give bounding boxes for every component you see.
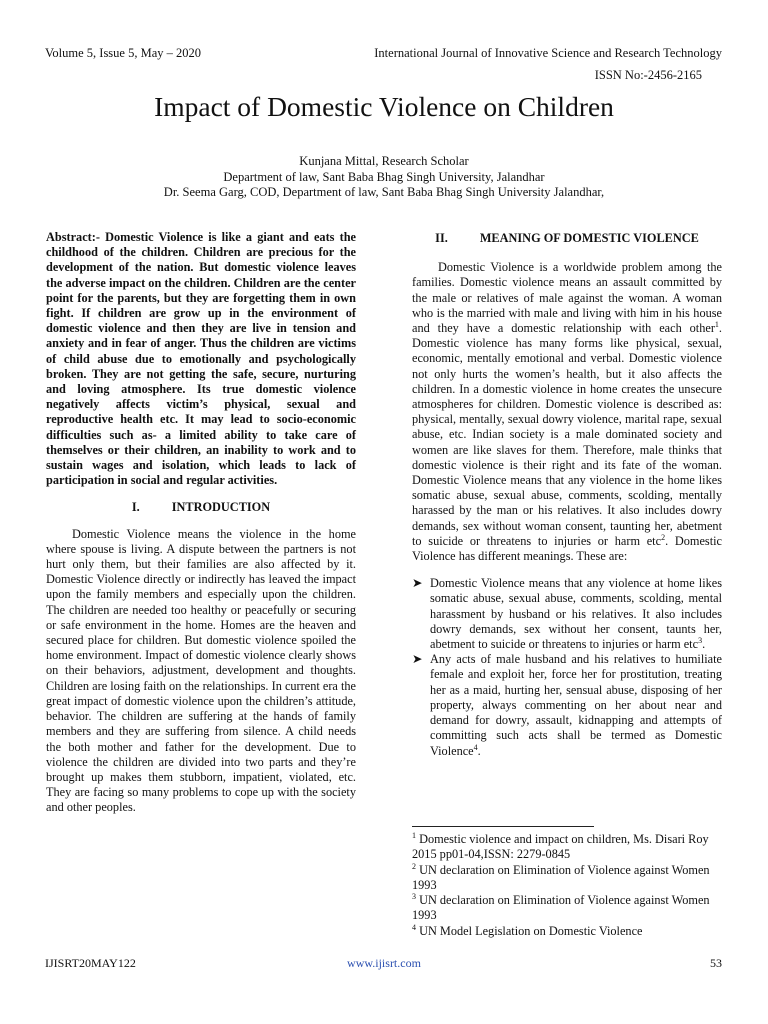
definition-list <box>412 576 722 758</box>
footnote-number: 2 <box>412 861 416 871</box>
footnote-text: UN declaration on Elimination of Violence against Women 1993 <box>412 862 710 892</box>
meaning-paragraph <box>412 260 722 564</box>
text-run: Domestic Violence is a worldwide problem among the families. Domestic violence means an assault committed by the male or relatives of male against the woman. A woman who is the married with male and living with him in his house and they have a domestic relationship with each other <box>412 260 722 336</box>
section-heading-introduction <box>46 500 356 515</box>
author-line-3: Dr. Seema Garg, COD, Department of law, Sant Baba Bhag Singh University Jalandhar, <box>163 185 605 199</box>
list-item-text: Any acts of male husband and his relatives to humiliate female and exploit her, force her for prostitution, treating her as a maid, hurting her, sensual abuse, disposing of her property, always commenting on her about near and demand for dowry, assault, kidnapping and attempts of committing such acts shall be termed as Domestic Violence <box>430 652 722 758</box>
footnote <box>412 893 724 924</box>
left-column <box>46 230 356 816</box>
section-title: MEANING OF DOMESTIC VIOLENCE <box>479 231 699 245</box>
paper-title: Impact of Domestic Violence on Children <box>154 91 614 122</box>
running-header-issn: ISSN No:-2456-2165 <box>594 68 702 82</box>
footer-paper-id: IJISRT20MAY122 <box>45 956 136 970</box>
author-line-2: Department of law, Sant Baba Bhag Singh University, Jalandhar <box>223 169 545 184</box>
footnote-divider <box>412 826 594 827</box>
text-run: . Domestic violence has many forms like physical, sexual, economic, mentally emotional and verbal. Domestic violence not only hurts the women’s health, but it also affects the children. In a domestic violence in home creates the unsecure atmospheres for children. Domestic violence is described as: physical, mentally, sexual dowry violence, marital rape, sexual abuse, etc. Indian society is a male dominated society and women are like slaves for them. Therefore, male thinks that domestic violence is their right and its fate of the woman. Domestic Violence means that any violence in the home likes somatic abuse, sexual abuse, comments, scolding, mentally harassed by the man or his relatives. It also includes dowry demands, sex without woman consent, taunting her, abetment to suicide or threatens to injuries or harm etc <box>412 321 722 548</box>
footnote-ref: 4 <box>473 742 478 752</box>
section-number: II. <box>435 231 448 245</box>
footnote-text: UN declaration on Elimination of Violence against Women 1993 <box>412 893 710 923</box>
list-item <box>412 652 722 758</box>
text-run: . Domestic Violence has different meanings. These are: <box>412 533 722 564</box>
running-header-volume: Volume 5, Issue 5, May – 2020 <box>45 46 202 60</box>
footnote-number: 3 <box>412 892 416 902</box>
arrow-bullet-icon: ➤ <box>412 652 423 667</box>
footnote <box>412 924 724 939</box>
footnotes <box>412 832 724 939</box>
footnote-ref: 2 <box>661 532 666 542</box>
abstract: Abstract:- Domestic Violence is like a giant and eats the childhood of the children. Children are precious for the development of the nation. But domestic violence leaves the adverse impact on the children. Children are the center point for the parents, but they are forgetting them in own fight. If children are grow up in the environment of domestic violence and then they are live in tension and anxiety and in fear of anger. Thus the children are victims of child abuse due to emotionally and psychologically broken. They are not getting the safe, secure, nurturing and loving atmosphere. Its true domestic violence negatively affects victim’s physical, sexual and reproductive health etc. It may lead to socio-economic difficulties such as- a limited ability to take care of themselves or their children, an inability to work and to sustain wages and isolation, which leads to lack of participation in social and regular activities. <box>46 230 356 488</box>
author-block <box>0 154 768 201</box>
footnote <box>412 863 724 894</box>
list-item-end: . <box>702 637 706 652</box>
footnote-number: 1 <box>412 830 416 840</box>
footnote-text: Domestic violence and impact on children, Ms. Disari Roy 2015 pp01-04,ISSN: 2279-0845 <box>412 832 709 862</box>
footnote <box>412 832 724 863</box>
section-heading-meaning <box>412 231 722 246</box>
footnote-ref: 1 <box>714 319 719 329</box>
footer-website-link[interactable]: www.ijisrt.com <box>347 956 421 970</box>
list-item-text: Domestic Violence means that any violence at home likes somatic abuse, sexual abuse, comments, scolding, mental harassment by husband or his relatives. It also includes dowry demands, sex without her consent, taunts her, abetment to suicide or threatens to injuries or harm etc <box>430 576 722 652</box>
list-item-end: . <box>477 743 481 758</box>
list-item <box>412 576 722 652</box>
footnote-number: 4 <box>412 922 416 932</box>
author-line-1: Kunjana Mittal, Research Scholar <box>299 154 469 168</box>
running-header-journal: International Journal of Innovative Science and Research Technology <box>374 46 722 60</box>
page-number: 53 <box>710 956 722 970</box>
section-number: I. <box>131 500 140 515</box>
footnote-ref: 3 <box>698 635 703 645</box>
introduction-paragraph: Domestic Violence means the violence in the home where spouse is living. A dispute between the partners is not hurt only them, but their families are also affected by it. Domestic Violence directly or indirectly has leaved the impact upon the family members and especially upon the children. The children are needed too healthy or peacefully or securing or safe environment in the home. Homes are the heaven and secured place for children. But domestic violence spoiled the home environment. Impact of domestic violence clearly shows on their behaviors, adjustment, development and thoughts. Children are losing faith on the relationships. In current era the great impact of domestic violence upon the children’s attitude, behavior. The children are suffering at the hands of family members and they are suffering from silence. A child needs the both mother and father for the development. Due to violence the children are divided into two parts and they’re brought up makes them stubborn, impatient, violated, etc. They are facing so many problems to cope up with the society and other peoples. <box>46 526 356 815</box>
right-column <box>412 230 722 759</box>
arrow-bullet-icon: ➤ <box>412 576 423 591</box>
section-title: INTRODUCTION <box>171 500 271 515</box>
footnote-text: UN Model Legislation on Domestic Violence <box>416 923 643 938</box>
